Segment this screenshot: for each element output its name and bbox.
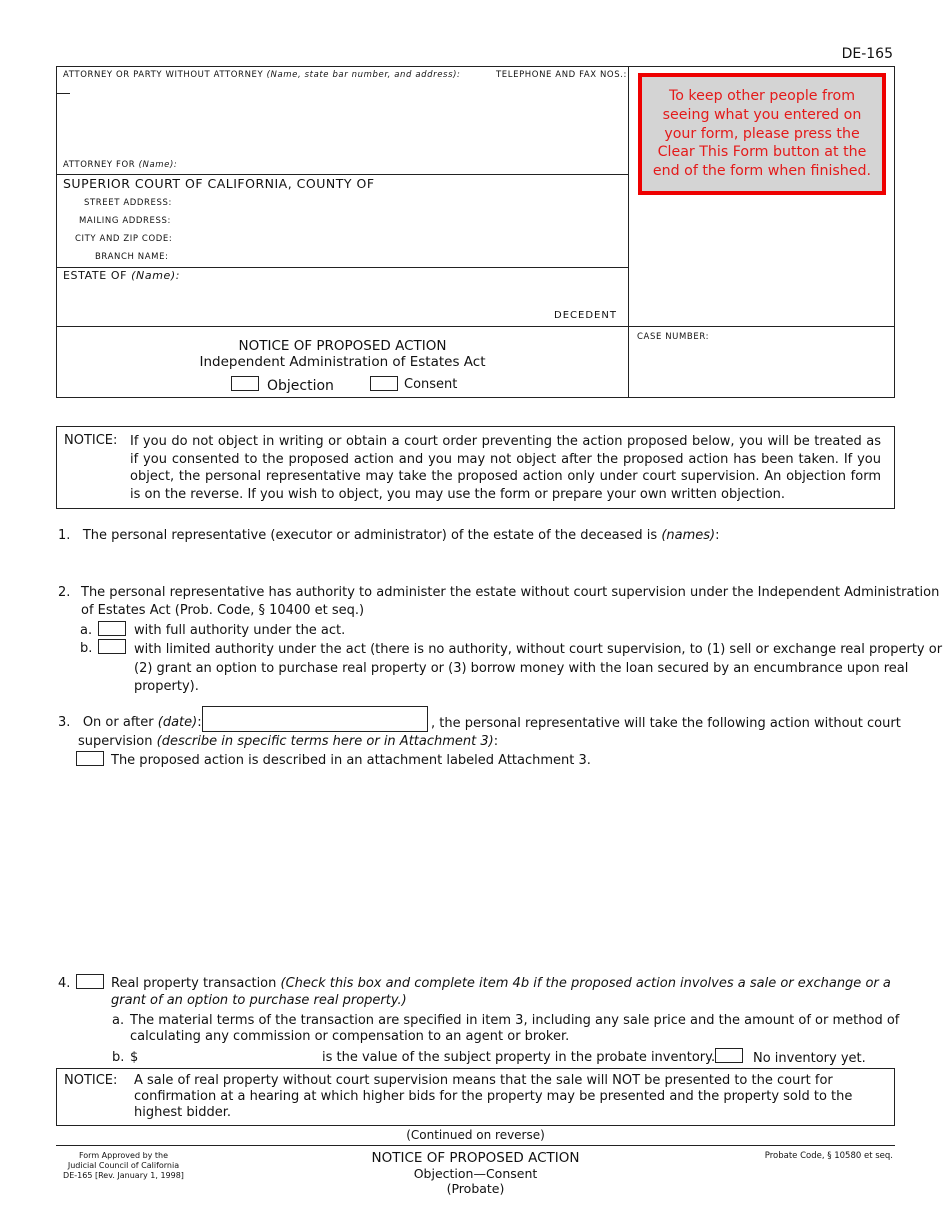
item-2a-text: with full authority under the act. [134, 623, 346, 638]
attachment-3-text: The proposed action is described in an attachment labeled Attachment 3. [111, 753, 591, 768]
item-4b-dollar: $ [130, 1050, 139, 1065]
consent-label: Consent [404, 377, 458, 392]
notice-text: If you do not object in writing or obtain a court order preventing the action proposed below, you will be treated as if you consented to the proposed action and you may not object after the proposed action has been taken. If you object, the personal representative may take the proposed action only under court supervision. An objection form is on the reverse. If you wish to object, you may use the form or prepare your own written objection. [130, 434, 881, 502]
city-zip-label: CITY AND ZIP CODE: [75, 234, 173, 244]
form-title: NOTICE OF PROPOSED ACTION Independent Administration of Estates Act [199, 338, 486, 370]
item-2-line2: of Estates Act (Prob. Code, § 10400 et seq.) [81, 603, 365, 618]
objection-checkbox[interactable] [231, 376, 259, 391]
item-3-lead: 3. On or after (date): [58, 715, 202, 730]
footer-title: NOTICE OF PROPOSED ACTION Objection—Consent (Probate) [371, 1150, 580, 1196]
item-2a-label: a. [80, 623, 93, 638]
item-3-line2: supervision (describe in specific terms here or in Attachment 3): [78, 734, 499, 749]
item-4a-label: a. [112, 1013, 125, 1028]
item-3-after: , the personal representative will take the following action without court [431, 716, 901, 731]
notice-label: NOTICE: [64, 433, 118, 448]
no-inventory-label: No inventory yet. [753, 1051, 866, 1066]
sale-notice-label: NOTICE: [64, 1073, 118, 1088]
item-4a-text: The material terms of the transaction are specified in item 3, including any sale price and the amount of or method of calculating any commission or compensation to an agent or broker. [130, 1013, 900, 1044]
sale-notice-text: A sale of real property without court supervision means that the sale will NOT be presented to the court for confirmation at a hearing at which higher bids for the property may be presented and the property sold to the highest bidder. [134, 1073, 853, 1120]
real-property-checkbox[interactable] [76, 974, 104, 989]
item-2-num: 2. [58, 585, 71, 600]
attorney-label: ATTORNEY OR PARTY WITHOUT ATTORNEY (Name, state bar number, and address): [63, 70, 461, 80]
attachment-3-checkbox[interactable] [76, 751, 104, 766]
action-date-field[interactable] [202, 706, 428, 732]
consent-checkbox[interactable] [370, 376, 398, 391]
item-1: 1. The personal representative (executor or administrator) of the estate of the deceased is (names): [58, 528, 720, 543]
privacy-notice: To keep other people from seeing what you entered on your form, please press the Clear This Form button at the end of the form when finished. [638, 73, 886, 195]
no-inventory-checkbox[interactable] [715, 1048, 743, 1063]
decedent-label: DECEDENT [554, 310, 617, 321]
street-address-label: STREET ADDRESS: [84, 198, 172, 208]
branch-name-label: BRANCH NAME: [95, 252, 169, 262]
item-4-title: Real property transaction (Check this box and complete item 4b if the proposed action involves a sale or exchange or a grant of an option to purchase real property.) [111, 976, 891, 1008]
objection-label: Objection [267, 378, 334, 394]
item-2b-label: b. [80, 641, 93, 656]
attorney-for-label: ATTORNEY FOR (Name): [63, 160, 178, 170]
footer-approval: Form Approved by the Judicial Council of California DE-165 [Rev. January 1, 1998] [63, 1151, 184, 1180]
court-title: SUPERIOR COURT OF CALIFORNIA, COUNTY OF [63, 176, 375, 191]
limited-authority-checkbox[interactable] [98, 639, 126, 654]
estate-label: ESTATE OF (Name): [63, 269, 181, 282]
item-4-num: 4. [58, 976, 71, 991]
full-authority-checkbox[interactable] [98, 621, 126, 636]
case-number-label: CASE NUMBER: [637, 332, 710, 342]
form-number: DE-165 [841, 46, 893, 62]
phone-label: TELEPHONE AND FAX NOS.: [496, 70, 627, 80]
item-2b-text: with limited authority under the act (there is no authority, without court supervision, to (1) sell or exchange real property or (2) grant an option to purchase real property or (3) borrow money with the loan secured by an encumbrance upon real property). [134, 642, 943, 694]
mailing-address-label: MAILING ADDRESS: [79, 216, 171, 226]
continued-label: (Continued on reverse) [406, 1128, 545, 1142]
item-2-line1: The personal representative has authority to administer the estate without court supervision under the Independent Administration [81, 585, 940, 600]
footer-statute: Probate Code, § 10580 et seq. [764, 1151, 893, 1161]
item-4b-label: b. [112, 1050, 125, 1065]
item-4b-text: is the value of the subject property in the probate inventory. [322, 1050, 716, 1065]
